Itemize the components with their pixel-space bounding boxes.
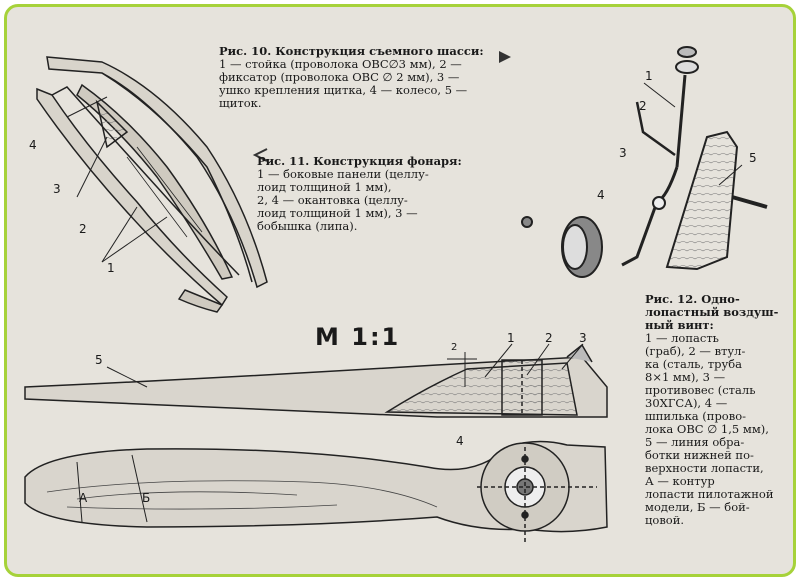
fig10-label-3: 3	[619, 146, 627, 160]
fig12-title: ный винт:	[645, 318, 714, 332]
fig12-line: лока ОВС ∅ 1,5 мм),	[645, 422, 769, 436]
fig12-line: 8×1 мм), 3 —	[645, 370, 726, 384]
fig10-label-2: 2	[639, 99, 647, 113]
fig12-label-4: 4	[456, 434, 464, 448]
fig10-label-1: 1	[645, 69, 653, 83]
propeller-top-view	[25, 441, 607, 542]
fig11-label-1: 1	[107, 261, 115, 275]
fig10-label-5: 5	[749, 151, 757, 165]
fig12-line: 30ХГСА), 4 —	[645, 396, 728, 410]
fig11-title: Рис. 11. Конструкция фонаря:	[257, 154, 462, 168]
propeller-side-view	[25, 345, 607, 417]
fig11-line: 1 — боковые панели (целлу-	[257, 167, 429, 181]
fig12-line: А — контур	[645, 474, 715, 488]
fig12-title: Рис. 12. Одно-	[645, 292, 740, 306]
fig10-line: ушко крепления щитка, 4 — колесо, 5 —	[219, 83, 468, 97]
fig12-title: лопастный воздуш-	[645, 305, 779, 319]
fig12-label-b: Б	[142, 491, 151, 505]
fig12-label-2: 2	[545, 331, 553, 345]
fig12-line: верхности лопасти,	[645, 461, 764, 475]
fig12-label-1: 1	[507, 331, 515, 345]
fig11-line: бобышка (липа).	[257, 219, 358, 233]
fig12-line: 5 — линия обра-	[645, 435, 745, 449]
fig12-line: шпилька (прово-	[645, 409, 747, 423]
fig12-label-a: А	[79, 491, 88, 505]
fig12-line: лопасти пилотажной	[645, 487, 774, 501]
fig12-label-5: 5	[95, 353, 103, 367]
fig12-line: ка (сталь, труба	[645, 357, 742, 371]
fig11-label-3: 3	[53, 182, 61, 196]
fig11-label-4: 4	[29, 138, 37, 152]
fig11-label-2: 2	[79, 222, 87, 236]
fig12-line: ботки нижней по-	[645, 448, 754, 462]
fig10-label-4: 4	[597, 188, 605, 202]
fig12-caption	[645, 293, 795, 527]
fig12-line: цовой.	[645, 513, 685, 527]
scan-frame	[4, 4, 796, 577]
fig12-line: противовес (сталь	[645, 383, 756, 397]
scale-label: М 1:1	[315, 323, 401, 351]
fig11-caption	[257, 155, 467, 233]
fig10-line: щиток.	[219, 96, 262, 110]
fig12-line: (граб), 2 — втул-	[645, 344, 746, 358]
fig12-dimension-label: 2	[451, 342, 458, 353]
fig10-line: 1 — стойка (проволока ОВС∅3 мм), 2 —	[219, 57, 462, 71]
fig10-title: Рис. 10. Конструкция съемного шасси:	[219, 44, 484, 58]
fig11-line: лоид толщиной 1 мм), 3 —	[257, 206, 418, 220]
fig12-line: 1 — лопасть	[645, 331, 719, 345]
fig10-caption	[219, 45, 509, 110]
fig11-line: лоид толщиной 1 мм),	[257, 180, 392, 194]
fig10-line: фиксатор (проволока ОВС ∅ 2 мм), 3 —	[219, 70, 460, 84]
fig12-line: модели, Б — бой-	[645, 500, 750, 514]
fig12-label-3: 3	[579, 331, 587, 345]
fig11-line: 2, 4 — окантовка (целлу-	[257, 193, 408, 207]
